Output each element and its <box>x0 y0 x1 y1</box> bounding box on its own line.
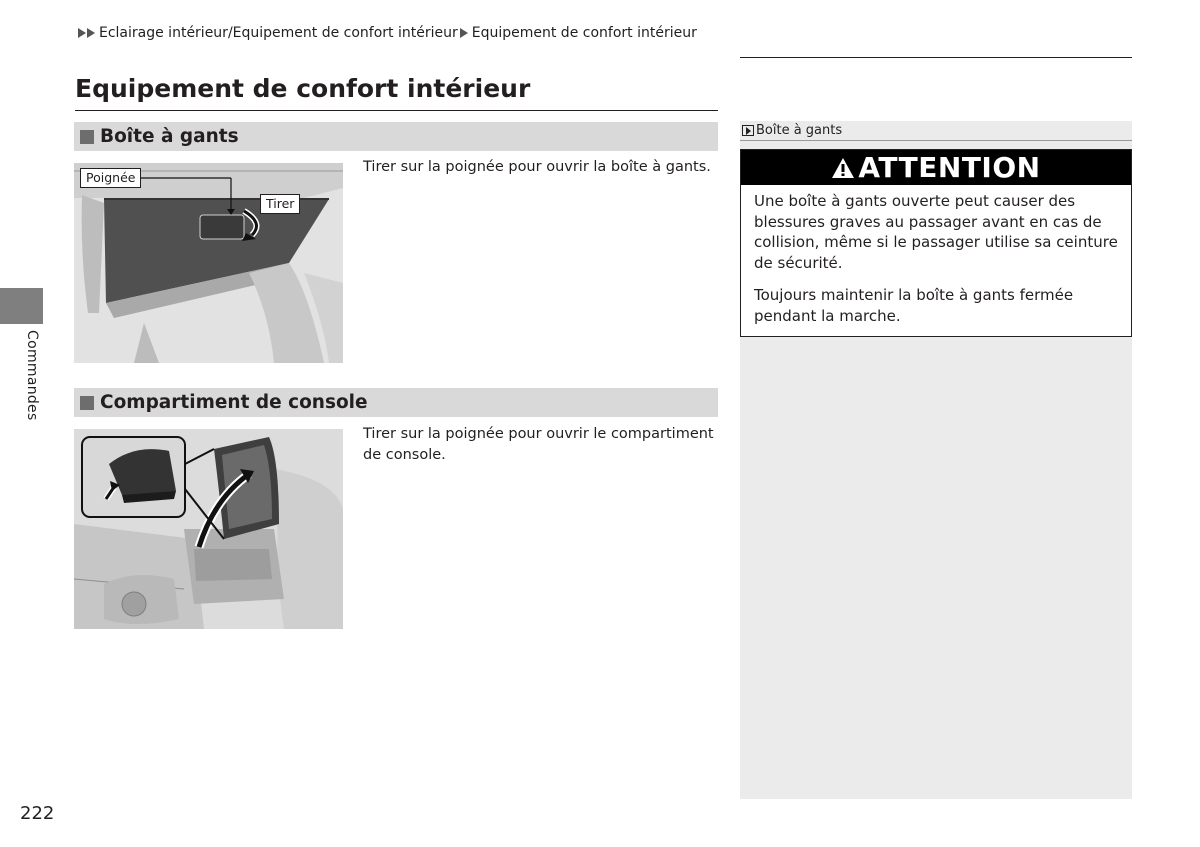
warning-paragraph: Une boîte à gants ouverte peut causer des blessures graves au passager avant en cas de collision, même si le passager utilise sa ceinture de sécurité. <box>754 192 1118 272</box>
section-heading: Compartiment de console <box>100 392 368 413</box>
glove-box-illustration <box>74 163 343 363</box>
breadcrumb-arrow-icon <box>78 28 86 38</box>
page-title: Equipement de confort intérieur <box>75 74 531 103</box>
title-rule <box>75 110 718 111</box>
warning-paragraph: Toujours maintenir la boîte à gants fermée pendant la marche. <box>754 286 1074 325</box>
console-drawing <box>74 429 343 629</box>
page-number: 222 <box>20 803 55 824</box>
glove-box-drawing <box>74 163 343 363</box>
warning-text <box>741 185 1131 326</box>
breadcrumb-arrow-icon <box>87 28 95 38</box>
chapter-label: Commandes <box>24 330 40 421</box>
warning-title: ATTENTION <box>858 151 1041 184</box>
warning-title-bar <box>741 150 1131 185</box>
section-heading: Boîte à gants <box>100 126 239 147</box>
console-illustration <box>74 429 343 629</box>
warning-triangle-icon <box>831 157 855 179</box>
section-marker-icon <box>80 396 94 410</box>
breadcrumb-current: Equipement de confort intérieur <box>471 25 697 41</box>
reference-arrow-icon <box>742 125 754 136</box>
chapter-tab <box>0 288 43 324</box>
callout-pull: Tirer <box>260 194 300 214</box>
breadcrumb <box>78 25 697 41</box>
section-header-glove-box <box>74 122 718 151</box>
glove-box-instruction: Tirer sur la poignée pour ouvrir la boîte à gants. <box>363 159 711 175</box>
breadcrumb-separator-icon <box>460 28 468 38</box>
header-rule <box>740 57 1132 58</box>
section-header-console <box>74 388 718 417</box>
sidebar-reference <box>740 121 1132 141</box>
section-marker-icon <box>80 130 94 144</box>
console-instruction: Tirer sur la poignée pour ouvrir le compartiment de console. <box>363 426 714 463</box>
callout-handle: Poignée <box>80 168 141 188</box>
sidebar-reference-label: Boîte à gants <box>756 123 843 138</box>
breadcrumb-parent: Eclairage intérieur/Equipement de confort intérieur <box>99 25 458 41</box>
sidebar-panel <box>740 121 1132 799</box>
warning-box <box>740 149 1132 337</box>
